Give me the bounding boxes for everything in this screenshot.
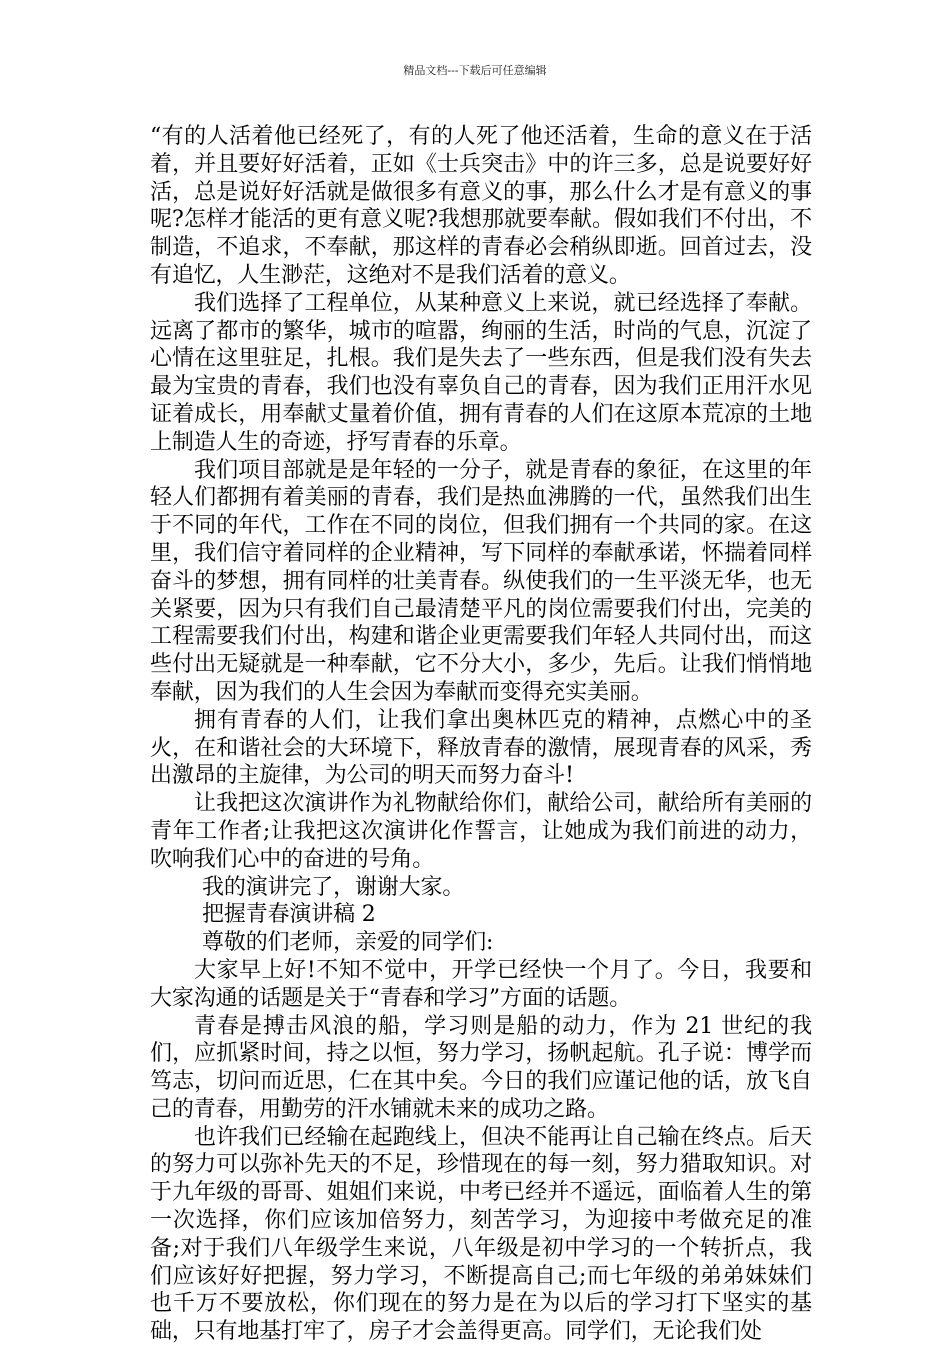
document-body: [150, 123, 812, 1346]
paragraph-project-department: 我们项目部就是是年轻的一分子，就是青春的象征，在这里的年轻人们都拥有着美丽的青春，我们是热血沸腾的一代，虽然我们出生于不同的年代，工作在不同的岗位，但我们拥有一个共同的家。在这里，我们信守着同样的企业精神，写下同样的奉献承诺，怀揣着同样奋斗的梦想，拥有同样的壮美青春。纵使我们的一生平淡无华，也无关紧要，因为只有我们自己最清楚平凡的岗位需要我们付出，完美的工程需要我们付出，构建和谐企业更需要我们年轻人共同付出，而这些付出无疑就是一种奉献，它不分大小，多少，先后。让我们悄悄地奉献，因为我们的人生会因为奉献而变得充实美丽。: [150, 457, 812, 705]
salutation: 尊敬的们老师，亲爱的同学们:: [202, 930, 494, 956]
paragraph-speech-gift: 让我把这次演讲作为礼物献给你们，献给公司，献给所有美丽的青年工作者;让我把这次演讲化作誓言，让她成为我们前进的动力，吹响我们心中的奋进的号角。: [150, 791, 812, 872]
paragraph-greeting: 大家早上好!不知不觉中，开学已经快一个月了。今日，我要和大家沟通的话题是关于“青春和学习”方面的话题。: [150, 957, 812, 1011]
paragraph-thanks: 我的演讲完了，谢谢大家。: [202, 874, 465, 900]
paragraph-opening-quote: “有的人活着他已经死了，有的人死了他还活着，生命的意义在于活着，并且要好好活着，正如《士兵突击》中的许三多，总是说要好好活，总是说好好活就是做很多有意义的事，那么什么才是有意义的事呢?怎样才能活的更有意义呢?我想那就要奉献。假如我们不付出，不制造，不追求，不奉献，那这样的青春必会稍纵即逝。回首过去，没有追忆，人生渺茫，这绝对不是我们活着的意义。: [150, 124, 812, 288]
page-header: 精品文档---下载后可任意编辑: [403, 64, 547, 77]
paragraph-olympic-spirit: 拥有青春的人们，让我们拿出奥林匹克的精神，点燃心中的圣火，在和谐社会的大环境下，释放青春的激情，展现青春的风采，秀出激昂的主旋律，为公司的明天而努力奋斗!: [150, 707, 812, 789]
paragraph-starting-line: 也许我们已经输在起跑线上，但决不能再让自己输在终点。后天的努力可以弥补先天的不足，珍惜现在的每一刻，努力猎取知识。对于九年级的哥哥、姐姐们来说，中考已经并不遥远，面临着人生的第一次选择，你们应该加倍努力，刻苦学习，为迎接中考做充足的准备;对于我们八年级学生来说，八年级是初中学习的一个转折点，我们应该好好把握，努力学习，不断提高自己;而七年级的弟弟妹妹们也千万不要放松，你们现在的努力是在为以后的学习打下坚实的基础，只有地基打牢了，房子才会盖得更高。同学们，无论我们处: [150, 1124, 812, 1345]
speech-title: 把握青春演讲稿 2: [202, 902, 376, 928]
paragraph-youth-boat: 青春是搏击风浪的船，学习则是船的动力，作为 21 世纪的我们，应抓紧时间，持之以恒，努力学习，扬帆起航。孔子说：博学而笃志，切问而近思，仁在其中矣。今日的我们应谨记他的话，放飞自己的青春，用勤劳的汗水铺就未来的成功之路。: [150, 1013, 812, 1122]
paragraph-engineering-unit: 我们选择了工程单位，从某种意义上来说，就已经选择了奉献。远离了都市的繁华，城市的喧嚣，绚丽的生活，时尚的气息，沉淀了心情在这里驻足，扎根。我们是失去了一些东西，但是我们没有失去最为宝贵的青春，我们也没有辜负自己的青春，因为我们正用汗水见证着成长，用奉献丈量着价值，拥有青春的人们在这原本荒凉的土地上制造人生的奇迹，抒写青春的乐章。: [150, 290, 812, 455]
